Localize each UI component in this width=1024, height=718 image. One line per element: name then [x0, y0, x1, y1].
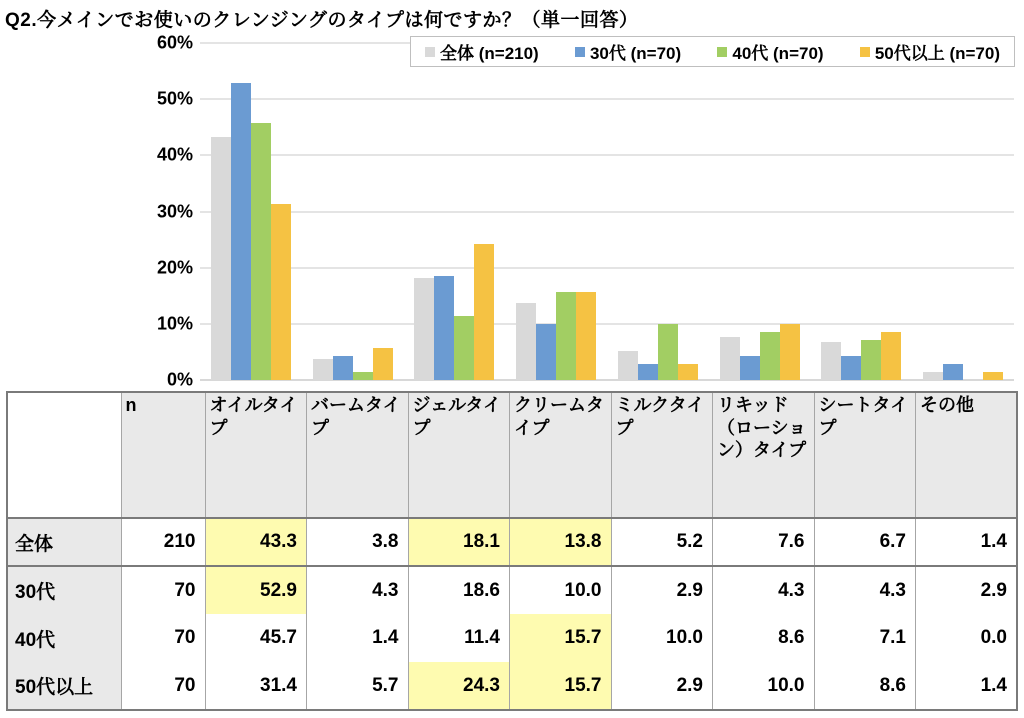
- value-cell: 1.4: [916, 518, 1018, 566]
- n-value-cell: 70: [121, 614, 205, 662]
- value-cell: 3.8: [307, 518, 409, 566]
- value-cell: 0.0: [916, 614, 1018, 662]
- legend-color-swatch: [575, 47, 585, 57]
- column-header-cell: ミルクタイプ: [611, 392, 713, 518]
- crosstab-table-wrap: [6, 391, 1018, 711]
- bar: [516, 303, 536, 381]
- column-header-cell: クリームタイプ: [510, 392, 612, 518]
- bars-container: [200, 43, 1014, 380]
- value-cell: 1.4: [916, 662, 1018, 710]
- bar: [333, 356, 353, 380]
- plot-area: [200, 43, 1014, 380]
- legend-item-label: 40代 (n=70): [732, 44, 824, 63]
- bar: [373, 348, 393, 380]
- value-cell: 10.0: [510, 566, 612, 614]
- bar-group-7: [811, 43, 913, 380]
- value-cell: 6.7: [814, 518, 916, 566]
- value-cell: 43.3: [205, 518, 307, 566]
- bar: [861, 340, 881, 380]
- y-axis-tick-label: 30%: [156, 201, 193, 221]
- legend-item: [717, 39, 823, 64]
- bar: [536, 324, 556, 380]
- legend-item-label: 30代 (n=70): [589, 44, 682, 63]
- bar: [841, 356, 861, 380]
- n-value-cell: 70: [121, 566, 205, 614]
- legend-item-label: 50代以上 (n=70): [874, 44, 1000, 63]
- bar: [618, 351, 638, 380]
- table-row: [7, 614, 1017, 662]
- bar: [678, 364, 698, 380]
- value-cell: 2.9: [916, 566, 1018, 614]
- bar-group-6: [709, 43, 811, 380]
- value-cell: 18.1: [408, 518, 510, 566]
- legend-item-label: 全体 (n=210): [440, 44, 539, 63]
- bar: [658, 324, 678, 380]
- value-cell: 4.3: [307, 566, 409, 614]
- legend-color-swatch: [717, 47, 727, 57]
- value-cell: 45.7: [205, 614, 307, 662]
- value-cell: 8.6: [713, 614, 815, 662]
- y-axis-tick-label: 0%: [166, 369, 193, 390]
- value-cell: 18.6: [408, 566, 510, 614]
- value-cell: 4.3: [713, 566, 815, 614]
- bar: [313, 359, 333, 380]
- bar: [983, 372, 1003, 380]
- n-value-cell: 70: [121, 662, 205, 710]
- n-value-cell: 210: [121, 518, 205, 566]
- value-cell: 31.4: [205, 662, 307, 710]
- column-header-cell: ジェルタイプ: [408, 392, 510, 518]
- bar: [474, 244, 494, 380]
- bar-group-1: [200, 43, 302, 380]
- table-row: [7, 662, 1017, 710]
- row-label-cell: 30代: [7, 566, 121, 614]
- table-row: [7, 566, 1017, 614]
- legend-color-swatch: [425, 47, 435, 57]
- bar-group-2: [302, 43, 404, 380]
- legend-item: [575, 39, 681, 64]
- row-label-cell: 全体: [7, 518, 121, 566]
- chart-title: Q2.今メインでお使いのクレンジングのタイプは何ですか？（単一回答）: [5, 10, 639, 31]
- corner-cell: [7, 392, 121, 518]
- bar-group-8: [912, 43, 1014, 380]
- column-header-cell: シートタイプ: [814, 392, 916, 518]
- value-cell: 8.6: [814, 662, 916, 710]
- legend-item: [425, 39, 539, 64]
- y-axis-tick-label: 40%: [156, 144, 193, 165]
- value-cell: 5.7: [307, 662, 409, 710]
- table-head: [7, 392, 1017, 518]
- value-cell: 1.4: [307, 614, 409, 662]
- y-axis-tick-label: 50%: [156, 88, 193, 109]
- value-cell: 11.4: [408, 614, 510, 662]
- column-header-cell: オイルタイプ: [205, 392, 307, 518]
- bar: [353, 372, 373, 380]
- n-header-cell: n: [121, 392, 205, 518]
- bar: [638, 364, 658, 380]
- bar: [454, 316, 474, 380]
- value-cell: 7.6: [713, 518, 815, 566]
- value-cell: 4.3: [814, 566, 916, 614]
- bar: [231, 83, 251, 380]
- column-header-cell: バームタイプ: [307, 392, 409, 518]
- bar-group-3: [404, 43, 506, 380]
- value-cell: 2.9: [611, 566, 713, 614]
- value-cell: 10.0: [611, 614, 713, 662]
- value-cell: 15.7: [510, 662, 612, 710]
- row-label-cell: 50代以上: [7, 662, 121, 710]
- bar: [720, 337, 740, 380]
- legend-item: [860, 39, 1000, 64]
- value-cell: 15.7: [510, 614, 612, 662]
- bar: [414, 278, 434, 380]
- column-header-cell: リキッド（ローション）タイプ: [713, 392, 815, 518]
- header-row: [7, 392, 1017, 518]
- y-axis-tick-label: 60%: [156, 32, 193, 53]
- y-axis-tick-label: 20%: [156, 257, 193, 278]
- column-header-cell: その他: [916, 392, 1018, 518]
- bar: [780, 324, 800, 380]
- table-row: [7, 518, 1017, 566]
- bar-group-4: [505, 43, 607, 380]
- bar: [556, 292, 576, 380]
- bar: [821, 342, 841, 380]
- legend: [410, 36, 1015, 67]
- row-label-cell: 40代: [7, 614, 121, 662]
- value-cell: 7.1: [814, 614, 916, 662]
- bar: [740, 356, 760, 380]
- value-cell: 52.9: [205, 566, 307, 614]
- bar-group-5: [607, 43, 709, 380]
- bar: [251, 123, 271, 380]
- value-cell: 5.2: [611, 518, 713, 566]
- bar: [881, 332, 901, 380]
- bar: [434, 276, 454, 380]
- table-body: [7, 518, 1017, 710]
- legend-color-swatch: [860, 47, 870, 57]
- y-axis-tick-label: 10%: [156, 313, 193, 334]
- value-cell: 2.9: [611, 662, 713, 710]
- bar: [576, 292, 596, 380]
- crosstab-table: [6, 391, 1018, 711]
- bar: [923, 372, 943, 380]
- value-cell: 24.3: [408, 662, 510, 710]
- bar: [271, 204, 291, 380]
- bar: [760, 332, 780, 380]
- value-cell: 10.0: [713, 662, 815, 710]
- value-cell: 13.8: [510, 518, 612, 566]
- bar: [943, 364, 963, 380]
- bar: [211, 137, 231, 380]
- y-axis: [0, 32, 193, 390]
